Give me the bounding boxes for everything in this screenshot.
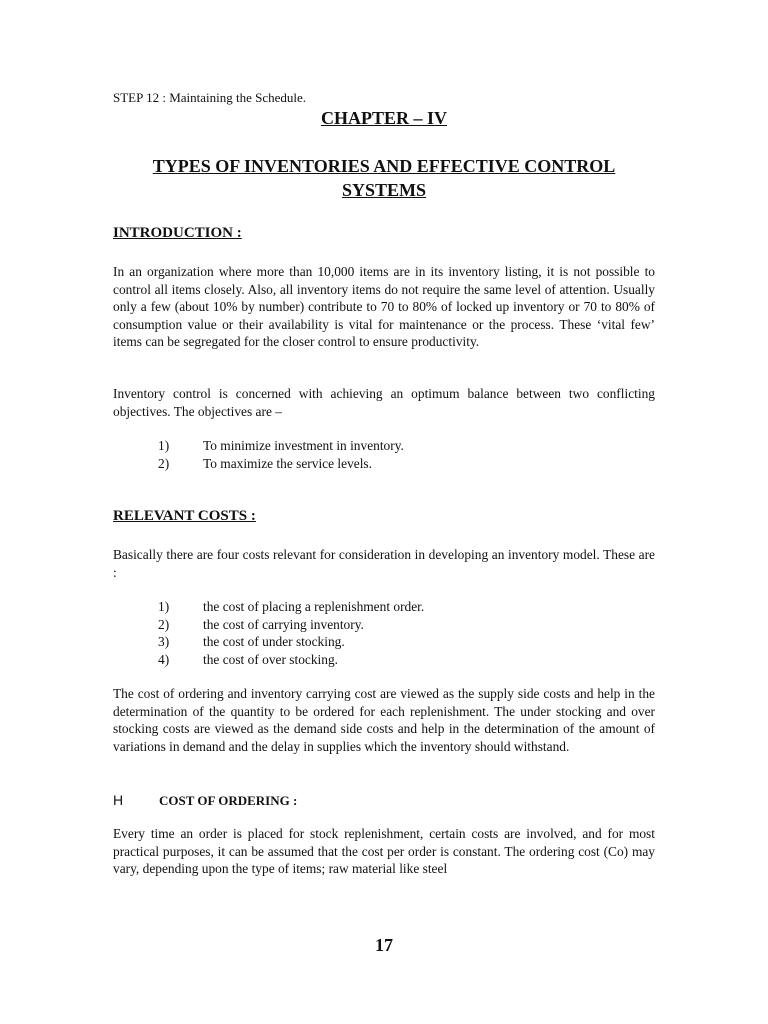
introduction-paragraph-2 — [113, 385, 655, 420]
list-text: the cost of placing a replenishment order. — [203, 599, 425, 614]
list-number: 2) — [158, 455, 170, 471]
list-number: 3) — [158, 634, 170, 650]
list-number: 4) — [158, 651, 170, 667]
list-text: the cost of over stocking. — [203, 651, 338, 667]
paragraph-text: Every time an order is placed for stock replenishment, certain costs are involved, and for most practical purposes, it can be assumed that the cost per order is constant. The ordering cost (Co) may vary, depending upon the type of items; raw material like steel — [113, 826, 655, 877]
step-line: STEP 12 : Maintaining the Schedule. — [113, 90, 307, 105]
paragraph-text: The cost of ordering and inventory carrying cost are viewed as the supply side costs and help in the determination of the quantity to be ordered for each replenishment. The under stocking and over stocking costs are viewed as the demand side costs and help in the determination of the amount of variations in demand and the delay in supplies which the inventory should withstand. — [113, 686, 655, 754]
cost-of-ordering-paragraph — [113, 825, 655, 878]
relevant-costs-intro — [113, 546, 655, 581]
paragraph-text: Inventory control is concerned with achieving an optimum balance between two conflicting objectives. The objectives are – — [113, 386, 655, 419]
list-text: To maximize the service levels. — [203, 455, 372, 471]
introduction-paragraph-1 — [113, 263, 655, 351]
relevant-costs-summary — [113, 685, 655, 755]
section-bullet: H — [113, 792, 124, 808]
list-text: the cost of carrying inventory. — [203, 616, 364, 632]
costs-list — [158, 598, 424, 668]
list-item — [158, 633, 424, 651]
main-title-line-2: SYSTEMS — [341, 180, 427, 200]
main-title — [113, 154, 655, 202]
list-number: 1) — [158, 599, 170, 614]
list-text: To minimize investment in inventory. — [203, 438, 404, 453]
list-text: the cost of under stocking. — [203, 634, 345, 650]
list-item — [158, 598, 424, 616]
list-item — [158, 651, 424, 669]
section-label: COST OF ORDERING : — [159, 793, 298, 808]
cost-of-ordering-heading — [113, 792, 297, 809]
paragraph-text: Basically there are four costs relevant for consideration in developing an inventory model. These are : — [113, 547, 655, 580]
chapter-title: CHAPTER – IV — [320, 108, 447, 128]
list-item — [158, 437, 404, 455]
objectives-list — [158, 437, 404, 472]
list-item — [158, 616, 424, 634]
page-number: 17 — [375, 935, 393, 955]
main-title-line-1: TYPES OF INVENTORIES AND EFFECTIVE CONTROL — [152, 156, 616, 176]
list-number: 1) — [158, 438, 170, 453]
list-item — [158, 455, 404, 473]
paragraph-text: In an organization where more than 10,000 items are in its inventory listing, it is not possible to control all items closely. Also, all inventory items do not require the same level of attention. Usually only a few (about 10% by number) contribute to 70 to 80% of locked up inventory or 70 to 80% of consumption value or their availability is vital for maintenance or the process. These ‘vital few’ items can be segregated for the closer control to ensure productivity. — [113, 264, 655, 350]
introduction-heading: INTRODUCTION : — [113, 225, 242, 241]
relevant-costs-heading: RELEVANT COSTS : — [113, 508, 256, 524]
list-number: 2) — [158, 616, 170, 632]
